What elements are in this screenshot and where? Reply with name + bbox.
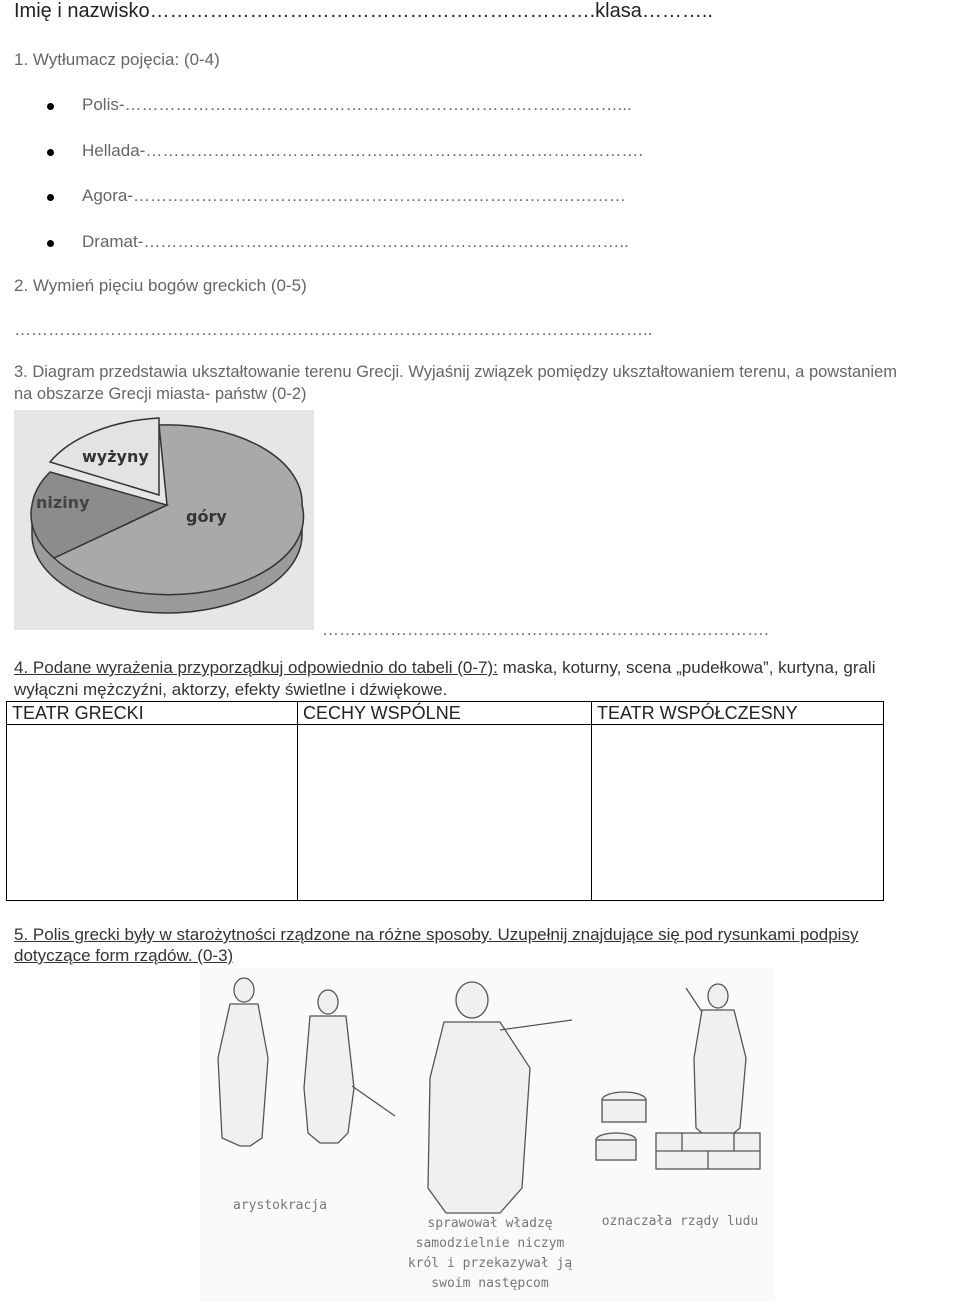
q2-answer-dots: ………………………………………………………………………………………………….. [14, 320, 653, 339]
question-3-title-line1: 3. Diagram przedstawia ukształtowanie terenu Grecji. Wyjaśnij związek pomiędzy ukształtowaniem terenu, a powstaniem [14, 363, 897, 381]
student-info-line [14, 0, 713, 23]
answer-cell-common[interactable] [298, 725, 592, 901]
answer-dots: …………………………………………………………………………… [133, 186, 627, 205]
caption-monarchy [400, 1214, 580, 1294]
answer-cell-modern[interactable] [592, 725, 884, 901]
government-forms-illustration [200, 968, 775, 1302]
question-5-line2: dotyczące form rządów. (0-3) [14, 946, 234, 965]
answer-dots: ……………………………………………………………………………... [124, 95, 632, 114]
caption-line: samodzielnie niczym [415, 1236, 565, 1251]
name-dots: ………………………………………………………… [149, 0, 590, 22]
name-label: Imię i nazwisko [14, 0, 150, 22]
pie-label-wyzyny: wyżyny [82, 447, 149, 466]
class-label: .klasa [589, 0, 642, 22]
caption-line: król i przekazywał ją [407, 1256, 573, 1271]
terrain-pie-figure [14, 410, 314, 630]
term-label: Polis- [82, 95, 125, 114]
bullet-icon [47, 103, 54, 110]
term-label: Dramat- [82, 232, 144, 251]
q1-item-polis [82, 95, 632, 115]
answer-dots: ……………………………………………………………………………. [145, 141, 644, 160]
q3-answer-dots: ……………………………………………………………………. [322, 620, 769, 639]
table-header-row [7, 702, 884, 725]
q1-item-agora [82, 186, 626, 206]
q1-item-hellada [82, 141, 643, 161]
term-label: Hellada- [82, 141, 146, 160]
caption-aristocracy: arystokracja [233, 1198, 327, 1213]
column-header-greek: TEATR GRECKI [7, 702, 298, 725]
theatre-comparison-table [6, 701, 884, 901]
bullet-icon [47, 149, 54, 156]
caption-line: swoim następcom [431, 1276, 549, 1291]
bullet-icon [47, 240, 54, 247]
question-2-title: 2. Wymień pięciu bogów greckich (0-5) [14, 276, 307, 295]
class-dots: ……….. [641, 0, 713, 22]
pie-label-gory: góry [186, 507, 227, 526]
pie-label-niziny: niziny [36, 493, 90, 512]
question-4-terms: maska, koturny, scena „pudełkowa”, kurtyna, grali [497, 658, 876, 677]
q1-item-dramat [82, 232, 629, 252]
question-4-instruction: 4. Podane wyrażenia przyporządkuj odpowiednio do tabeli (0-7): [14, 658, 498, 677]
column-header-modern: TEATR WSPÓŁCZESNY [592, 702, 884, 725]
question-4-line1 [14, 658, 876, 678]
column-header-common: CECHY WSPÓLNE [298, 702, 592, 725]
question-5-line1: 5. Polis grecki były w starożytności rządzone na różne sposoby. Uzupełnij znajdujące się pod rysunkami podpisy [14, 925, 859, 944]
bullet-icon [47, 194, 54, 201]
table-answer-row [7, 725, 884, 901]
pie-chart-graphic [14, 410, 314, 630]
question-4-line2: wyłączni mężczyźni, aktorzy, efekty świetlne i dźwiękowe. [14, 680, 448, 699]
caption-democracy: oznaczała rządy ludu [601, 1214, 759, 1229]
answer-dots: ………………………………………………………………………….. [143, 232, 629, 251]
question-3-title-line2: na obszarze Grecji miasta- państw (0-2) [14, 385, 307, 403]
caption-line: sprawował władzę [427, 1216, 553, 1231]
answer-cell-greek[interactable] [7, 725, 298, 901]
term-label: Agora- [82, 186, 134, 205]
question-1-title: 1. Wytłumacz pojęcia: (0-4) [14, 50, 220, 69]
